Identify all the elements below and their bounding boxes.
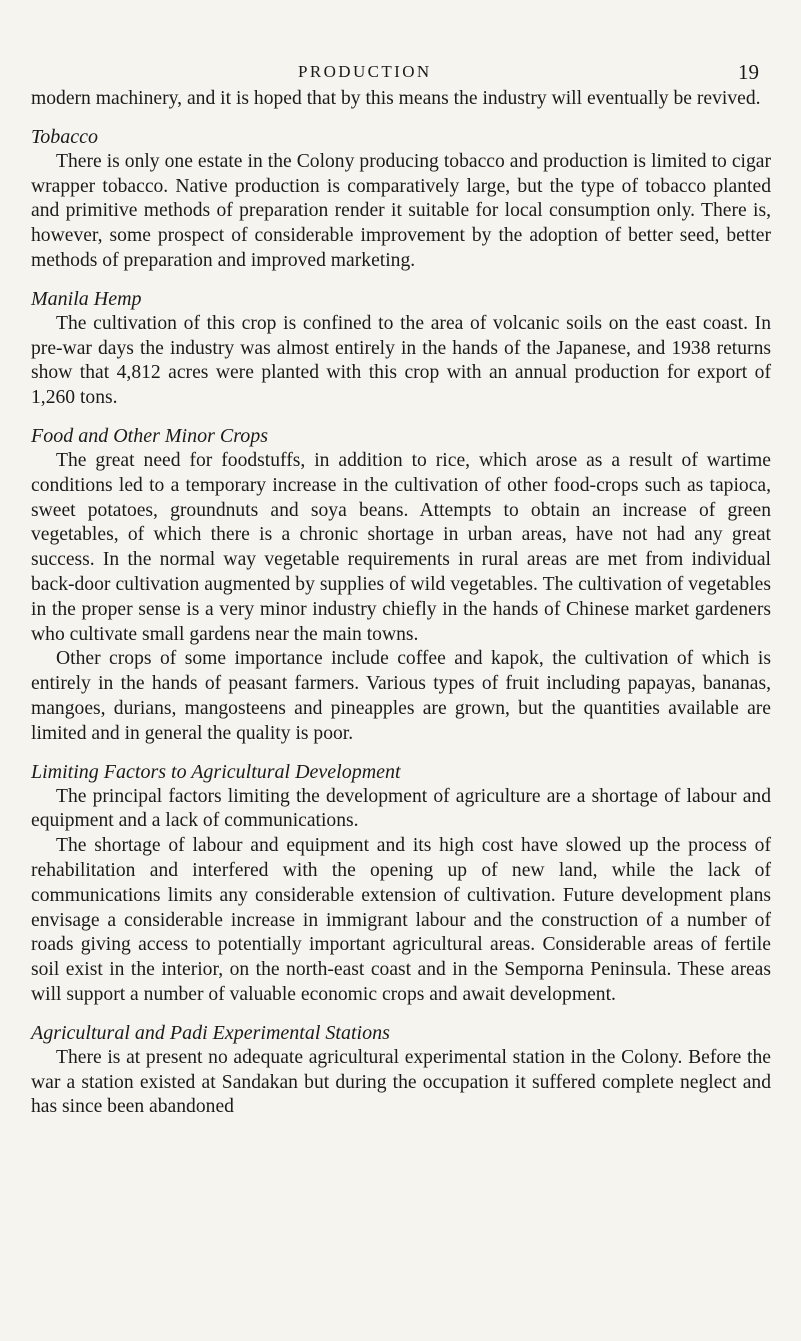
section-heading-tobacco: Tobacco (31, 125, 99, 148)
paragraph-food-crops-2: Other crops of some importance include coffee and kapok, the cultivation of which is entirely in the hands of peasant farmers. Various types of fruit including papayas, bananas, mangoes, durians, mangosteens and pineapples are grown, but the quantities available are limited and in general the quality is poor. (31, 648, 771, 744)
running-title: PRODUCTION (298, 62, 432, 81)
section-heading-food-crops: Food and Other Minor Crops (31, 424, 269, 447)
paragraph-manila-hemp: The cultivation of this crop is confined to the area of volcanic soils on the east coast. In pre-war days the industry was almost entirely in the hands of the Japanese, and 1938 returns show that 4,812 acres were planted with this crop with an annual production for export of 1,260 tons. (31, 312, 771, 409)
section-heading-limiting-factors: Limiting Factors to Agricultural Development (31, 760, 401, 783)
paragraph-stations: There is at present no adequate agricultural experimental station in the Colony. Before the war a station existed at Sandakan but during the occupation it suffered complete neglect and has since been abandoned (31, 1046, 771, 1118)
paragraph-food-crops-1: The great need for foodstuffs, in addition to rice, which arose as a result of wartime conditions led to a temporary increase in the cultivation of other food-crops such as tapioca, sweet potatoes, groundnuts and soya beans. Attempts to obtain an increase of green vegetables, of which there is a chronic shortage in urban areas, have not had any great success. In the normal way vegetable requirements in rural areas are met from individual back-door cultivation augmented by supplies of wild vegetables. The cultivation of vegetables in the proper sense is a very minor industry chiefly in the hands of Chinese market gardeners who cultivate small gardens near the main towns. (31, 449, 771, 645)
paragraph-limiting-factors-1: The principal factors limiting the development of agriculture are a shortage of labour and equipment and a lack of communications. (31, 785, 771, 832)
intro-paragraph: modern machinery, and it is hoped that by this means the industry will eventually be revived. (31, 88, 761, 109)
body-text (31, 87, 771, 1120)
section-heading-stations: Agricultural and Padi Experimental Stations (31, 1021, 390, 1044)
section-heading-manila-hemp: Manila Hemp (31, 287, 142, 310)
paragraph-tobacco: There is only one estate in the Colony producing tobacco and production is limited to cigar wrapper tobacco. Native production is comparatively large, but the type of tobacco planted and primitive methods of preparation render it suitable for local consumption only. There is, however, some prospect of considerable improvement by the adoption of better seed, better methods of preparation and improved marketing. (31, 150, 771, 271)
paragraph-limiting-factors-2: The shortage of labour and equipment and its high cost have slowed up the process of rehabilitation and interfered with the opening up of new land, while the lack of communications limits any considerable extension of cultivation. Future development plans envisage a considerable increase in immigrant labour and the construction of a number of roads giving access to potentially important agricultural areas. Considerable areas of fertile soil exist in the interior, on the north-east coast and in the Semporna Peninsula. These areas will support a number of valuable economic crops and await development. (31, 835, 771, 1005)
page-number: 19 (738, 60, 759, 84)
